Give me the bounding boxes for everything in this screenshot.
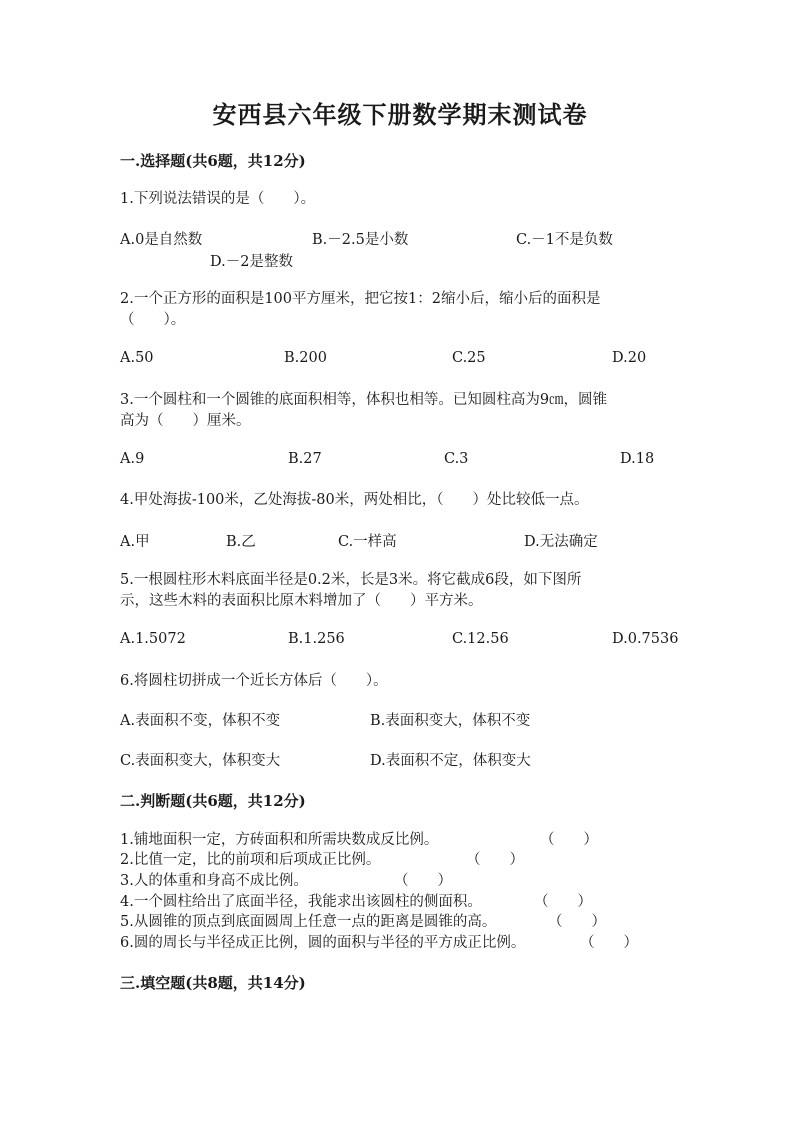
question-2-stem-line-1: 2.一个正方形的面积是100平方厘米，把它按1：2缩小后，缩小后的面积是 (120, 291, 601, 307)
judge-answer-blank-5: （ ） (548, 914, 606, 930)
question-6-option-c: C.表面积变大，体积变大 (120, 753, 281, 769)
question-4-option-a: A.甲 (120, 534, 150, 550)
question-4-option-c: C.一样高 (338, 534, 397, 550)
question-3-option-b: B.27 (288, 451, 322, 467)
section-heading-choice: 一.选择题(共6题，共12分) (120, 152, 306, 170)
judge-item-2: 2.比值一定，比的前项和后项成正比例。 (120, 852, 381, 868)
page-title: 安西县六年级下册数学期末测试卷 (212, 100, 588, 129)
section-heading-judgement: 二.判断题(共6题，共12分) (120, 792, 306, 810)
question-5-stem-line-2: 示，这些木料的表面积比原木料增加了（ ）平方米。 (120, 593, 483, 609)
question-2-option-b: B.200 (284, 350, 327, 366)
question-1-option-d: D.－2是整数 (210, 254, 293, 270)
question-1-option-a: A.0是自然数 (120, 232, 203, 248)
section-heading-fill-blank: 三.填空题(共8题，共14分) (120, 974, 306, 992)
question-5-option-a: A.1.5072 (120, 631, 186, 647)
question-6-option-a: A.表面积不变，体积不变 (120, 713, 281, 729)
judge-answer-blank-4: （ ） (534, 894, 592, 910)
question-5-stem-line-1: 5.一根圆柱形木料底面半径是0.2米，长是3米。将它截成6段，如下图所 (120, 572, 582, 588)
question-4-stem: 4.甲处海拔-100米，乙处海拔-80米，两处相比，（ ）处比较低一点。 (120, 492, 589, 508)
question-5-option-c: C.12.56 (452, 631, 509, 647)
question-4-option-b: B.乙 (226, 534, 256, 550)
judge-item-4: 4.一个圆柱给出了底面半径，我能求出该圆柱的侧面积。 (120, 894, 482, 910)
judge-answer-blank-2: （ ） (466, 852, 524, 868)
question-6-option-b: B.表面积变大，体积不变 (370, 713, 531, 729)
question-4-option-d: D.无法确定 (524, 534, 598, 550)
judge-item-5: 5.从圆锥的顶点到底面圆周上任意一点的距离是圆锥的高。 (120, 914, 497, 930)
question-1-option-b: B.－2.5是小数 (312, 232, 409, 248)
judge-answer-blank-6: （ ） (580, 935, 638, 951)
question-3-option-a: A.9 (120, 451, 145, 467)
judge-item-6: 6.圆的周长与半径成正比例，圆的面积与半径的平方成正比例。 (120, 935, 526, 951)
question-5-option-b: B.1.256 (288, 631, 345, 647)
question-3-stem-line-2: 高为（ ）厘米。 (120, 413, 251, 429)
question-1-stem: 1.下列说法错误的是（ ）。 (120, 191, 316, 207)
judge-answer-blank-3: （ ） (394, 873, 452, 889)
question-3-option-c: C.3 (444, 451, 469, 467)
question-3-option-d: D.18 (620, 451, 655, 467)
question-2-option-c: C.25 (452, 350, 486, 366)
question-2-option-a: A.50 (120, 350, 154, 366)
judge-item-3: 3.人的体重和身高不成比例。 (120, 873, 308, 889)
judge-answer-blank-1: （ ） (540, 832, 598, 848)
question-3-stem-line-1: 3.一个圆柱和一个圆锥的底面积相等，体积也相等。已知圆柱高为9㎝，圆锥 (120, 392, 608, 408)
judge-item-1: 1.铺地面积一定，方砖面积和所需块数成反比例。 (120, 832, 439, 848)
question-6-option-d: D.表面积不定，体积变大 (370, 753, 531, 769)
question-1-option-c: C.－1不是负数 (516, 232, 613, 248)
question-5-option-d: D.0.7536 (612, 631, 679, 647)
question-6-stem: 6.将圆柱切拼成一个近长方体后（ ）。 (120, 673, 388, 689)
question-2-option-d: D.20 (612, 350, 647, 366)
question-2-stem-line-2: （ ）。 (120, 312, 186, 328)
